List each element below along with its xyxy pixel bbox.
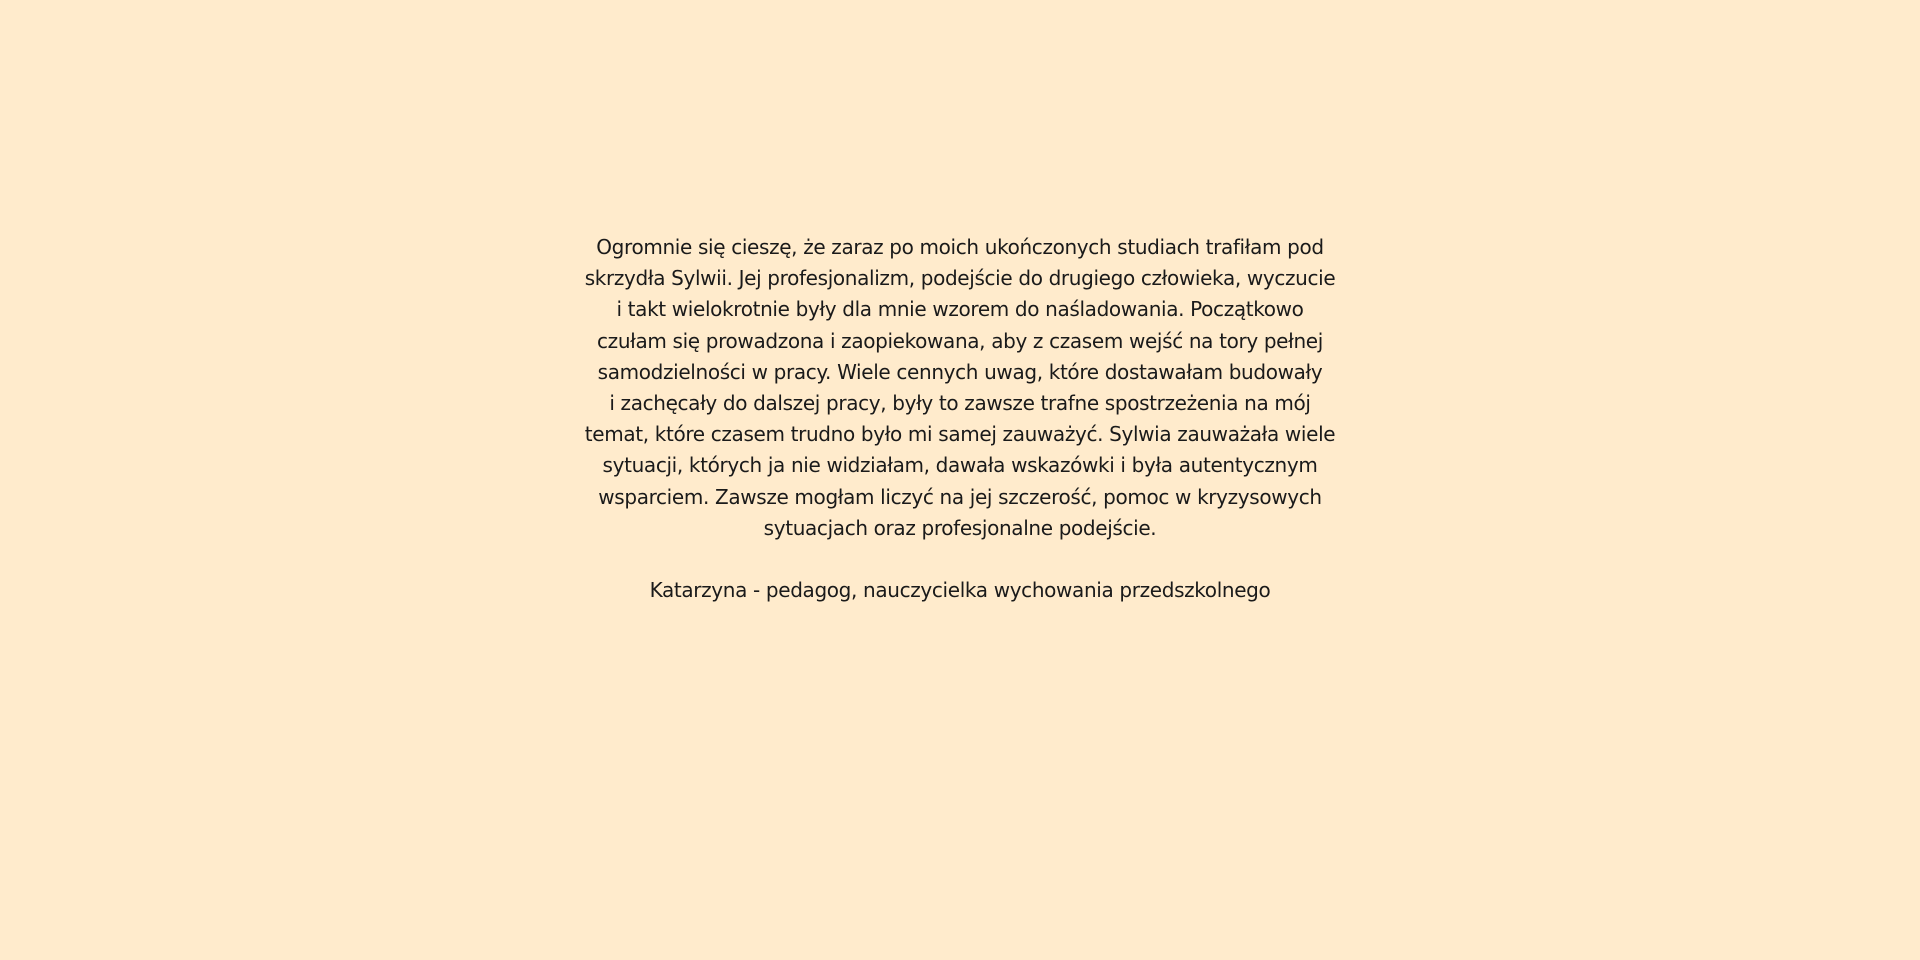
testimonial-line: i zachęcały do dalszej pracy, były to zawsze trafne spostrzeżenia na mój [609, 391, 1311, 416]
testimonial-section [560, 232, 1360, 606]
testimonial-line: i takt wielokrotnie były dla mnie wzorem do naśladowania. Początkowo [616, 297, 1304, 322]
testimonial-line: wsparciem. Zawsze mogłam liczyć na jej szczerość, pomoc w kryzysowych [598, 484, 1322, 509]
testimonial-line: sytuacjach oraz profesjonalne podejście. [763, 515, 1157, 540]
testimonial-line: samodzielności w pracy. Wiele cennych uwag, które dostawałam budowały [597, 359, 1323, 384]
testimonial-line: Ogromnie się cieszę, że zaraz po moich ukończonych studiach trafiłam pod [596, 235, 1324, 259]
testimonial-line: czułam się prowadzona i zaopiekowana, aby z czasem wejść na tory pełnej [597, 328, 1323, 353]
testimonial-quote [560, 232, 1360, 544]
testimonial-author: Katarzyna - pedagog, nauczycielka wychowania przedszkolnego [649, 578, 1271, 603]
testimonial-line: sytuacji, których ja nie widziałam, dawała wskazówki i była autentycznym [602, 453, 1318, 478]
testimonial-line: skrzydła Sylwii. Jej profesjonalizm, podejście do drugiego człowieka, wyczucie [584, 266, 1336, 291]
testimonial-line: temat, które czasem trudno było mi samej zauważyć. Sylwia zauważała wiele [584, 422, 1336, 447]
